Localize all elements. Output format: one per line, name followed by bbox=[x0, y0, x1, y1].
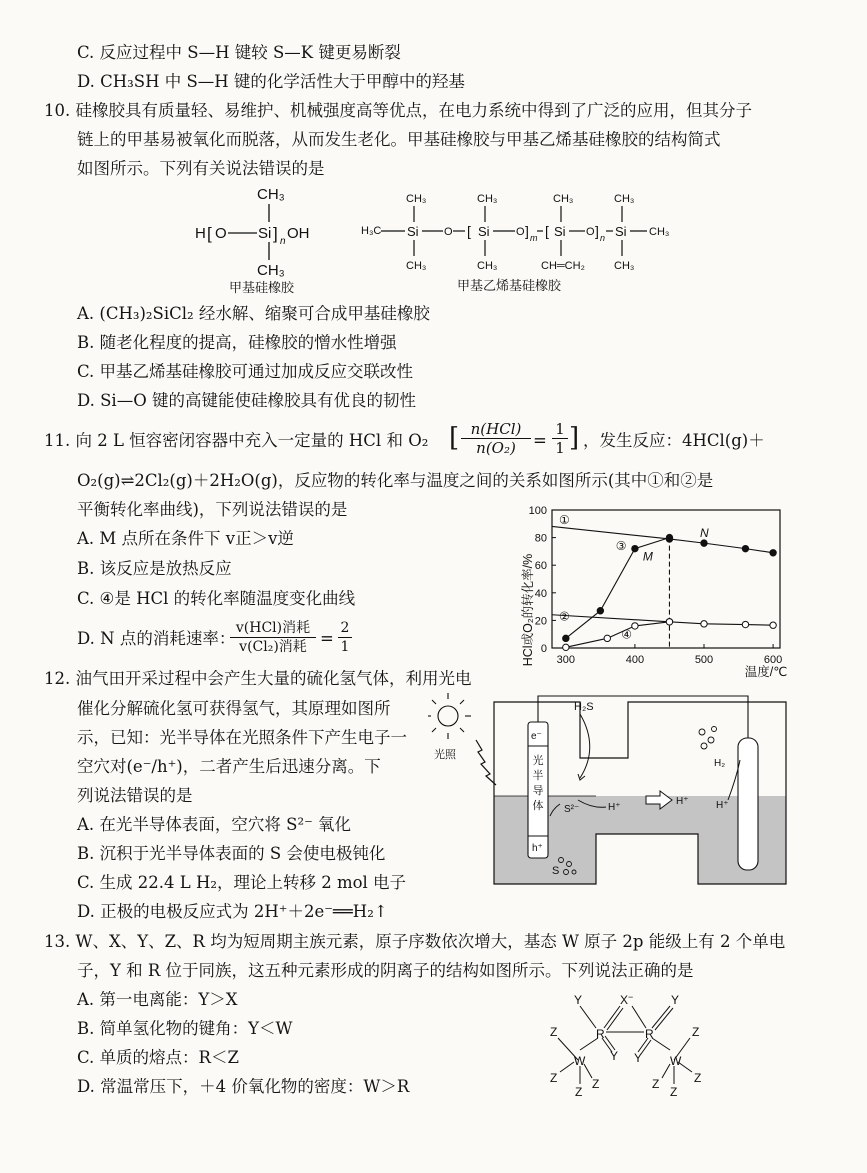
q11-stem-line3: 平衡转化率曲线)，下列说法错误的是 bbox=[77, 500, 348, 519]
o-atom: O bbox=[215, 225, 227, 242]
series-label-2: ② bbox=[559, 609, 570, 624]
y-tick-label: 100 bbox=[528, 505, 547, 517]
q11-ratio-fraction: n(HCl) n(O₂) bbox=[461, 420, 531, 457]
svg-text:Y: Y bbox=[574, 993, 583, 1007]
series-1-point bbox=[770, 550, 776, 556]
svg-text:Si: Si bbox=[554, 224, 566, 239]
q10-option-d: D. Si—O 键的高键能使硅橡胶具有优良的韧性 bbox=[77, 391, 416, 410]
svg-text:Y: Y bbox=[634, 1051, 643, 1065]
n-subscript: n bbox=[280, 236, 286, 247]
q12-stem-line4: 空穴对(e⁻/h⁺)，二者产生后迅速分离。下 bbox=[77, 757, 381, 776]
series-2-point bbox=[770, 622, 776, 628]
x-tick-label: 300 bbox=[556, 654, 575, 666]
si-atom: Si bbox=[258, 225, 272, 242]
q12-stem-line5: 列说法错误的是 bbox=[77, 786, 193, 805]
q13-stem-line1: 13. W、X、Y、Z、R 均为短周期主族元素，原子序数依次增大，基态 W 原子 2p 能级上有 2 个单电 bbox=[44, 932, 786, 951]
q11-stem-line2: O₂(g)⇌2Cl₂(g)＋2H₂O(g)，反应物的转化率与温度之间的关系如图所示(其中①和②是 bbox=[77, 471, 714, 490]
q11-stem-part1: 11. 向 2 L 恒容密闭容器中充入一定量的 HCl 和 O₂ bbox=[44, 431, 429, 450]
semiconductor-label: 光半导体 bbox=[532, 755, 544, 812]
w-atom-left: W bbox=[574, 1054, 586, 1068]
methyl-vinyl-silicone-rubber-structure bbox=[361, 193, 669, 293]
q12-option-d: D. 正极的电极反应式为 2H⁺＋2e⁻══H₂↑ bbox=[77, 902, 388, 921]
q11-option-c: C. ④是 HCl 的转化率随温度变化曲线 bbox=[77, 589, 356, 608]
svg-text:Y: Y bbox=[610, 1049, 619, 1063]
label-methyl-vinyl-silicone: 甲基乙烯基硅橡胶 bbox=[457, 278, 562, 293]
y-tick-label: 0 bbox=[540, 643, 547, 655]
svg-text:h⁺: h⁺ bbox=[532, 843, 543, 854]
series-line-2 bbox=[552, 615, 773, 625]
svg-text:Z: Z bbox=[670, 1085, 678, 1099]
light-ray bbox=[476, 740, 496, 785]
y-tick-label: 20 bbox=[534, 615, 547, 628]
y-tick-label: 40 bbox=[534, 587, 547, 600]
hplus-label-3: H⁺ bbox=[716, 800, 729, 811]
svg-text:]: ] bbox=[525, 223, 529, 239]
svg-text:O: O bbox=[586, 226, 595, 238]
q11-option-b: B. 该反应是放热反应 bbox=[77, 559, 232, 578]
series-3-point bbox=[597, 608, 603, 614]
series-1-point bbox=[701, 540, 707, 546]
series-2-point bbox=[701, 621, 707, 627]
q12-option-a: A. 在光半导体表面，空穴将 S²⁻ 氧化 bbox=[77, 815, 352, 834]
svg-text:O: O bbox=[516, 226, 525, 238]
y-axis-label: HCl或O₂的转化率/% bbox=[521, 553, 535, 667]
q11-ratio-value: 1 1 bbox=[552, 420, 568, 457]
q9-option-c: C. 反应过程中 S—H 键较 S—K 键更易断裂 bbox=[77, 43, 401, 62]
svg-text:CH₃: CH₃ bbox=[553, 193, 574, 205]
photocatalysis-cell-diagram bbox=[428, 688, 790, 888]
series-1-point bbox=[742, 545, 748, 551]
q13-option-c: C. 单质的熔点：R＜Z bbox=[77, 1048, 239, 1067]
svg-text:n: n bbox=[600, 233, 606, 243]
y-tick-label: 60 bbox=[534, 560, 547, 573]
q12-stem-line1: 12. 油气田开采过程中会产生大量的硫化氢气体，利用光电 bbox=[44, 669, 472, 688]
q11-rate-fraction: v(HCl)消耗 v(Cl₂)消耗 bbox=[230, 619, 316, 656]
series-2-point bbox=[742, 621, 748, 627]
svg-text:CH₃: CH₃ bbox=[477, 193, 498, 205]
h2-bubbles bbox=[699, 727, 717, 750]
conversion-rate-chart bbox=[510, 498, 800, 688]
ch3-top: CH₃ bbox=[257, 186, 285, 203]
q13-option-b: B. 简单氢化物的键角：Y＜W bbox=[77, 1019, 293, 1038]
s-label: S bbox=[552, 865, 560, 877]
svg-text:]: ] bbox=[595, 223, 599, 239]
w-atom-right: W bbox=[670, 1054, 682, 1068]
q10-stem-line3: 如图所示。下列有关说法错误的是 bbox=[77, 159, 325, 178]
q10-stem-line2: 链上的甲基易被氧化而脱落，从而发生老化。甲基硅橡胶与甲基乙烯基硅橡胶的结构简式 bbox=[77, 130, 721, 149]
q12-option-b: B. 沉积于光半导体表面的 S 会使电极钝化 bbox=[77, 844, 386, 863]
svg-text:[: [ bbox=[467, 223, 471, 239]
r-atom-left: R bbox=[596, 1027, 605, 1041]
q12-option-c: C. 生成 22.4 L H₂，理论上转移 2 mol 电子 bbox=[77, 873, 407, 892]
svg-text:[: [ bbox=[207, 224, 212, 243]
h3c-end: H₃C bbox=[361, 225, 382, 237]
q10-stem-line1: 10. 硅橡胶具有质量轻、易维护、机械强度高等优点，在电力系统中得到了广泛的应用，但其分子 bbox=[44, 101, 752, 120]
svg-text:CH═CH₂: CH═CH₂ bbox=[541, 260, 585, 272]
svg-text:O: O bbox=[444, 226, 453, 238]
h-end: H bbox=[195, 225, 206, 242]
q11-option-a: A. M 点所在条件下 v正＞v逆 bbox=[77, 529, 294, 548]
s2-label: S²⁻ bbox=[564, 804, 580, 815]
series-3-point bbox=[666, 534, 672, 540]
silicone-rubber-structures bbox=[185, 182, 685, 298]
svg-text:]: ] bbox=[273, 224, 278, 243]
light-label: 光照 bbox=[434, 749, 456, 761]
q10-option-a: A. (CH₃)₂SiCl₂ 经水解、缩聚可合成甲基硅橡胶 bbox=[77, 304, 430, 323]
cathode-electrode bbox=[738, 738, 758, 870]
r-atom-right: R bbox=[645, 1027, 654, 1041]
q10-option-b: B. 随老化程度的提高，硅橡胶的憎水性增强 bbox=[77, 333, 397, 352]
svg-text:CH₃: CH₃ bbox=[614, 260, 635, 272]
svg-text:Z: Z bbox=[694, 1071, 702, 1085]
svg-text:Z: Z bbox=[652, 1077, 660, 1091]
svg-text:CH₃: CH₃ bbox=[406, 193, 427, 205]
series-3-point bbox=[632, 545, 638, 551]
q13-option-a: A. 第一电离能：Y＞X bbox=[77, 990, 238, 1009]
y-tick-label: 80 bbox=[534, 532, 547, 545]
q13-option-d: D. 常温常压下，＋4 价氧化物的密度：W＞R bbox=[77, 1077, 410, 1096]
series-4-point bbox=[666, 619, 672, 625]
svg-text:X: X bbox=[620, 993, 629, 1007]
svg-text:Si: Si bbox=[407, 224, 419, 239]
point-label-n: N bbox=[700, 526, 709, 541]
anion-structure-diagram bbox=[540, 990, 720, 1100]
label-methyl-silicone: 甲基硅橡胶 bbox=[229, 280, 295, 295]
series-label-3: ③ bbox=[615, 539, 627, 554]
sun-icon bbox=[428, 693, 471, 739]
series-4-point bbox=[563, 644, 569, 650]
series-4-point bbox=[632, 623, 638, 629]
svg-text:CH₃: CH₃ bbox=[406, 260, 427, 272]
series-label-1: ① bbox=[559, 512, 570, 527]
hplus-label-1: H⁺ bbox=[608, 802, 621, 813]
svg-text:e⁻: e⁻ bbox=[531, 731, 542, 742]
svg-text:Z: Z bbox=[692, 1025, 700, 1039]
svg-text:CH₃: CH₃ bbox=[649, 226, 670, 238]
q12-stem-line3: 示，已知：光半导体在光照条件下产生电子一 bbox=[77, 728, 407, 747]
q10-option-c: C. 甲基乙烯基硅橡胶可通过加成反应交联改性 bbox=[77, 362, 414, 381]
svg-text:Z: Z bbox=[550, 1071, 558, 1085]
x-tick-label: 500 bbox=[694, 654, 714, 666]
x-tick-label: 400 bbox=[625, 654, 645, 666]
q9-option-d: D. CH₃SH 中 S—H 键的化学活性大于甲醇中的羟基 bbox=[77, 72, 465, 91]
svg-text:CH₃: CH₃ bbox=[614, 193, 635, 205]
svg-text:m: m bbox=[530, 233, 538, 243]
q13-stem-line2: 子，Y 和 R 位于同族，这五种元素形成的阴离子的结构如图所示。下列说法正确的是 bbox=[77, 961, 694, 980]
h2s-label: H₂S bbox=[574, 701, 594, 713]
svg-text:Z: Z bbox=[592, 1077, 600, 1091]
svg-text:[: [ bbox=[545, 223, 549, 239]
series-label-4: ④ bbox=[621, 627, 633, 642]
h2-label: H₂ bbox=[714, 758, 726, 769]
x-axis-label: 温度/℃ bbox=[744, 665, 788, 679]
series-3-point bbox=[563, 635, 569, 641]
ch3-bottom: CH₃ bbox=[257, 262, 285, 279]
svg-text:CH₃: CH₃ bbox=[477, 260, 498, 272]
q11-stem-part2: ，发生反应：4HCl(g)＋ bbox=[583, 431, 765, 450]
q12-stem-line2: 催化分解硫化氢可获得氢气，其原理如图所 bbox=[77, 699, 391, 718]
svg-text:Y: Y bbox=[671, 993, 680, 1007]
x-tick-label: 600 bbox=[763, 654, 783, 666]
svg-text:Si: Si bbox=[615, 224, 627, 239]
methyl-silicone-rubber-structure bbox=[195, 186, 310, 295]
hplus-label-2: H⁺ bbox=[676, 796, 689, 807]
oh-end: OH bbox=[287, 225, 310, 242]
svg-text:Si: Si bbox=[478, 224, 490, 239]
q11-option-d-prefix: D. N 点的消耗速率： bbox=[77, 629, 236, 648]
svg-text:Z: Z bbox=[575, 1085, 583, 1099]
svg-text:−: − bbox=[628, 992, 634, 1002]
svg-text:Z: Z bbox=[550, 1025, 558, 1039]
point-label-m: M bbox=[642, 549, 653, 564]
series-4-point bbox=[604, 635, 610, 641]
